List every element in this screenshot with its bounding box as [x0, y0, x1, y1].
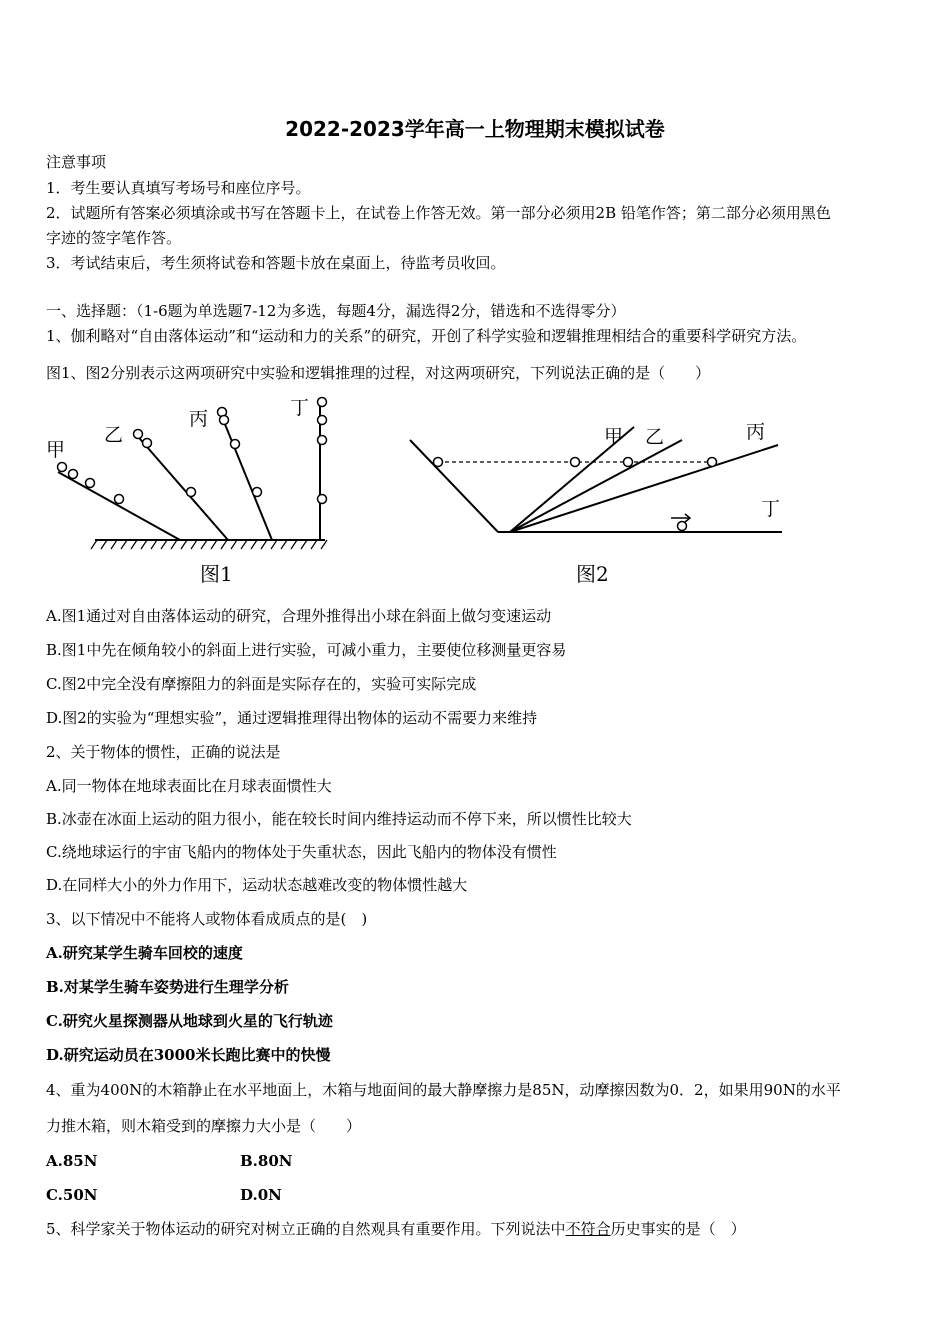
q2-option-b: B.冰壶在冰面上运动的阻力很小，能在较长时间内维持运动而不停下来，所以惯性比较大	[46, 810, 632, 828]
fig1-label-yi: 乙	[104, 424, 124, 446]
fig2-label-bing: 丙	[746, 421, 766, 443]
figure-2	[400, 390, 800, 590]
notice-item: 1．考生要认真填写考场号和座位序号。	[46, 179, 311, 197]
fig2-label-ding: 丁	[761, 498, 781, 520]
q3-option-d: D.研究运动员在3000米长跑比赛中的快慢	[46, 1046, 331, 1064]
q3-option-b: B.对某学生骑车姿势进行生理学分析	[46, 978, 289, 996]
notice-item: 字迹的签字笔作答。	[46, 229, 182, 247]
fig1-label-jia: 甲	[46, 439, 66, 461]
q2-option-c: C.绕地球运行的宇宙飞船内的物体处于失重状态，因此飞船内的物体没有惯性	[46, 843, 557, 861]
q5-stem-underlined: 不符合	[565, 1220, 611, 1238]
q4-option-c: C.50N	[46, 1186, 98, 1204]
q1-option-a: A.图1通过对自由落体运动的研究，合理外推得出小球在斜面上做匀变速运动	[46, 607, 552, 625]
fig2-label-jia: 甲	[604, 426, 624, 448]
q1-option-b: B.图1中先在倾角较小的斜面上进行实验，可减小重力，主要使位移测量更容易	[46, 641, 567, 659]
q5-stem	[46, 1219, 746, 1239]
q1-stem: 图1、图2分别表示这两项研究中实验和逻辑推理的过程，对这两项研究，下列说法正确的是（ ）	[46, 364, 711, 382]
q2-stem: 2、关于物体的惯性，正确的说法是	[46, 743, 281, 761]
q3-option-a: A.研究某学生骑车回校的速度	[46, 944, 243, 962]
q4-stem: 4、重为400N的木箱静止在水平地面上，木箱与地面间的最大静摩擦力是85N，动摩擦因数为0．2，如果用90N的水平	[46, 1081, 841, 1099]
figure-1	[40, 390, 350, 590]
notice-item: 3．考试结束后，考生须将试卷和答题卡放在桌面上，待监考员收回。	[46, 254, 506, 272]
q4-option-d: D.0N	[240, 1186, 282, 1204]
q5-stem-part: 历史事实的是（ ）	[610, 1220, 746, 1238]
q2-option-a: A.同一物体在地球表面比在月球表面惯性大	[46, 777, 332, 795]
q3-stem: 3、以下情况中不能将人或物体看成质点的是( )	[46, 910, 368, 928]
fig1-label-bing: 丙	[189, 408, 209, 430]
q1-option-d: D.图2的实验为“理想实验”，通过逻辑推理得出物体的运动不需要力来维持	[46, 709, 538, 727]
q4-stem: 力推木箱，则木箱受到的摩擦力大小是（ ）	[46, 1117, 362, 1135]
q1-option-c: C.图2中完全没有摩擦阻力的斜面是实际存在的，实验可实际完成	[46, 675, 477, 693]
q5-stem-part: 5、科学家关于物体运动的研究对树立正确的自然观具有重要作用。下列说法中	[46, 1220, 566, 1238]
fig1-label-ding: 丁	[290, 397, 310, 419]
q4-option-b: B.80N	[240, 1152, 293, 1170]
fig2-label-yi: 乙	[645, 426, 665, 448]
q1-stem: 1、伽利略对“自由落体运动”和“运动和力的关系”的研究，开创了科学实验和逻辑推理相结合的重要科学研究方法。	[46, 327, 807, 345]
fig1-caption: 图1	[200, 562, 233, 586]
exam-title: 2022-2023学年高一上物理期末模拟试卷	[285, 117, 665, 141]
notice-item: 2．试题所有答案必须填涂或书写在答题卡上，在试卷上作答无效。第一部分必须用2B 铅笔作答；第二部分必须用黑色	[46, 204, 831, 222]
section-heading: 一、选择题：（1-6题为单选题7-12为多选，每题4分，漏选得2分，错选和不选得零分）	[46, 302, 626, 320]
q2-option-d: D.在同样大小的外力作用下，运动状态越难改变的物体惯性越大	[46, 876, 468, 894]
q3-option-c: C.研究火星探测器从地球到火星的飞行轨迹	[46, 1012, 333, 1030]
fig2-caption: 图2	[576, 562, 609, 586]
q4-option-a: A.85N	[46, 1152, 98, 1170]
notice-heading: 注意事项	[46, 153, 107, 171]
